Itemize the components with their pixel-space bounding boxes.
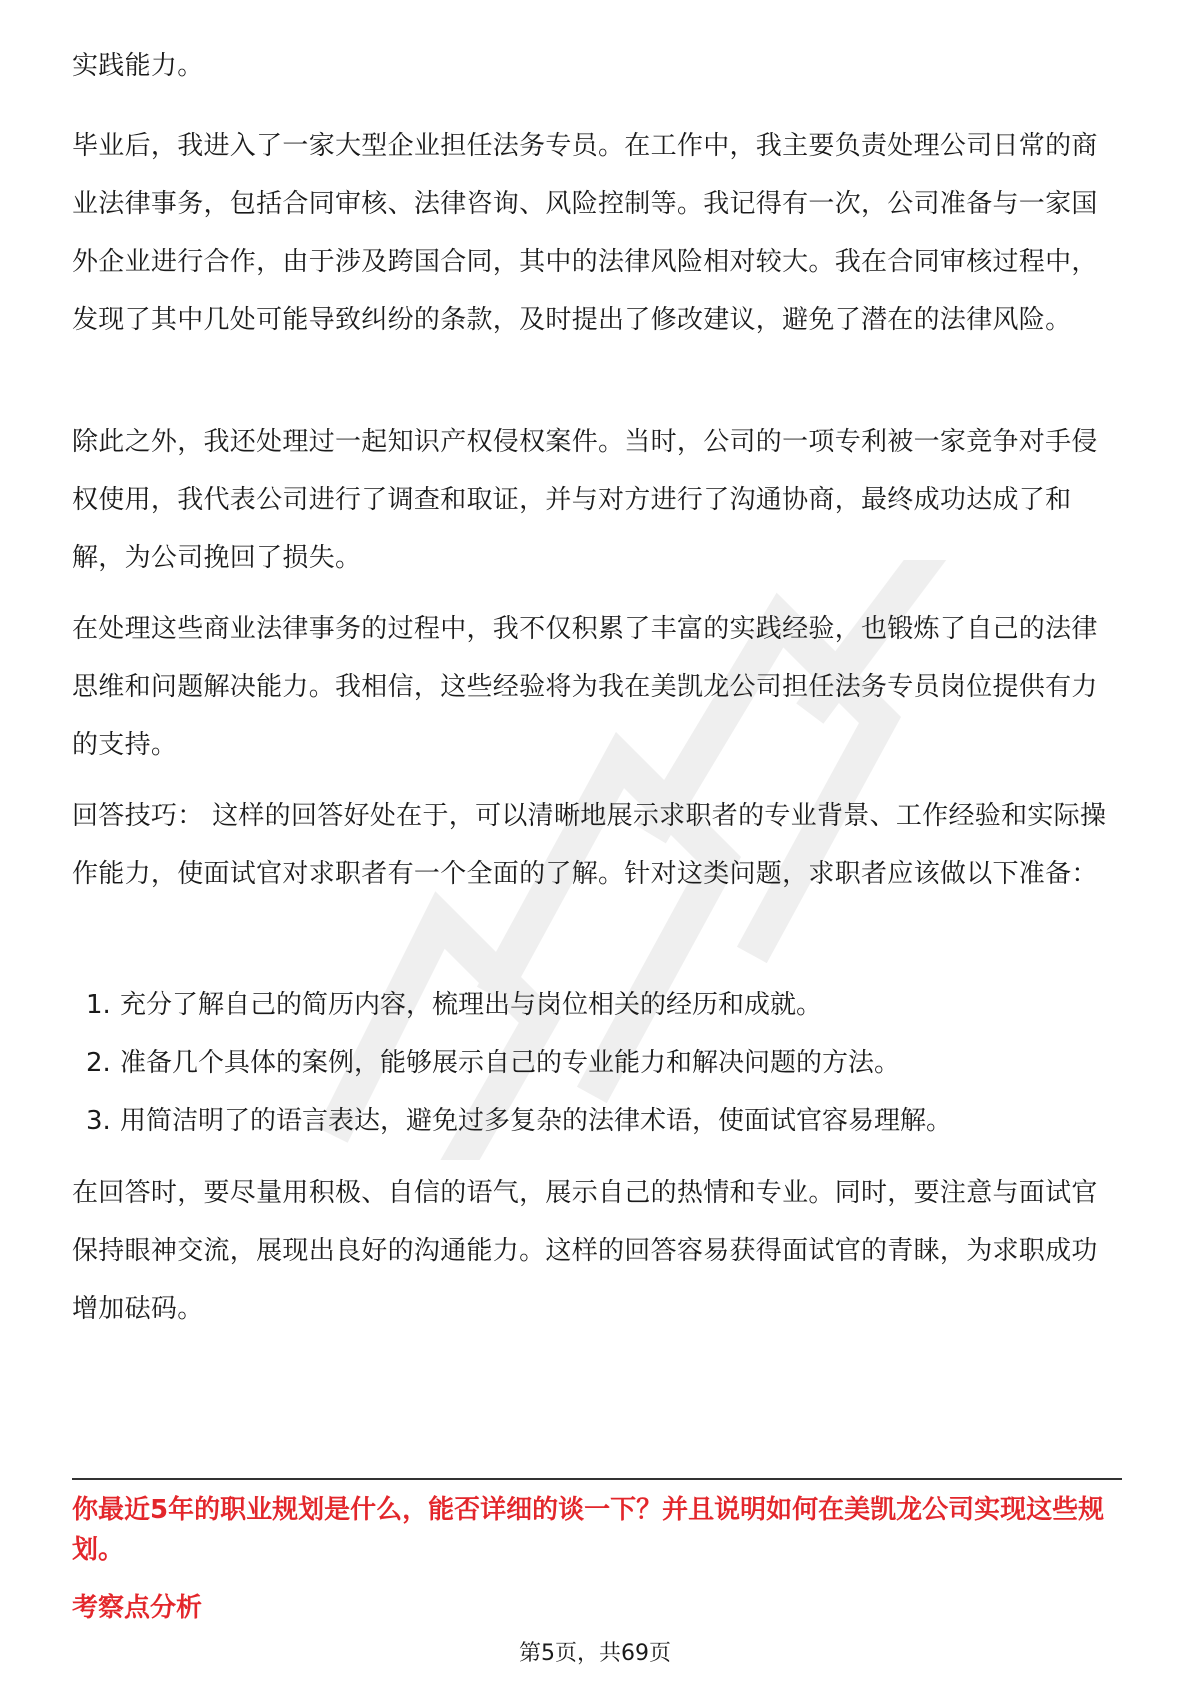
paragraph-summary: 在处理这些商业法律事务的过程中，我不仅积累了丰富的实践经验，也锻炼了自己的法律思维和问题解决能力。我相信，这些经验将为我在美凯龙公司担任法务专员岗位提供有力的支持。 [72, 614, 1098, 760]
list-item-text: 用简洁明了的语言表达，避免过多复杂的法律术语，使面试官容易理解。 [120, 1106, 953, 1136]
section-divider [72, 1478, 1122, 1480]
list-number: 1. [86, 990, 111, 1020]
page-number-footer: 第5页，共69页 [519, 1641, 671, 1666]
list-item-text: 充分了解自己的简历内容，梳理出与岗位相关的经历和成就。 [120, 990, 823, 1020]
paragraph-closing-advice: 在回答时，要尽量用积极、自信的语气，展示自己的热情和专业。同时，要注意与面试官保持眼神交流，展现出良好的沟通能力。这样的回答容易获得面试官的青睐，为求职成功增加砝码。 [72, 1178, 1098, 1324]
list-number: 3. [86, 1106, 111, 1136]
next-question-heading: 你最近5年的职业规划是什么，能否详细的谈一下？并且说明如何在美凯龙公司实现这些规划。 [72, 1495, 1105, 1565]
preparation-list [72, 976, 1122, 1150]
list-number: 2. [86, 1048, 111, 1078]
paragraph-answer-tips: 回答技巧： 这样的回答好处在于，可以清晰地展示求职者的专业背景、工作经验和实际操作能力，使面试官对求职者有一个全面的了解。针对这类问题，求职者应该做以下准备： [72, 801, 1107, 889]
analysis-section-heading: 考察点分析 [72, 1593, 203, 1623]
list-item [72, 1034, 1122, 1092]
paragraph-work-experience: 毕业后，我进入了一家大型企业担任法务专员。在工作中，我主要负责处理公司日常的商业法律事务，包括合同审核、法律咨询、风险控制等。我记得有一次，公司准备与一家国外企业进行合作，由于涉及跨国合同，其中的法律风险相对较大。我在合同审核过程中，发现了其中几处可能导致纠纷的条款，及时提出了修改建议，避免了潜在的法律风险。 [72, 131, 1098, 335]
paragraph-ip-case: 除此之外，我还处理过一起知识产权侵权案件。当时，公司的一项专利被一家竞争对手侵权使用，我代表公司进行了调查和取证，并与对方进行了沟通协商，最终成功达成了和解，为公司挽回了损失。 [72, 427, 1098, 573]
list-item [72, 976, 1122, 1034]
paragraph-intro-tail: 实践能力。 [72, 51, 204, 81]
list-item-text: 准备几个具体的案例，能够展示自己的专业能力和解决问题的方法。 [120, 1048, 901, 1078]
list-item [72, 1092, 1122, 1150]
